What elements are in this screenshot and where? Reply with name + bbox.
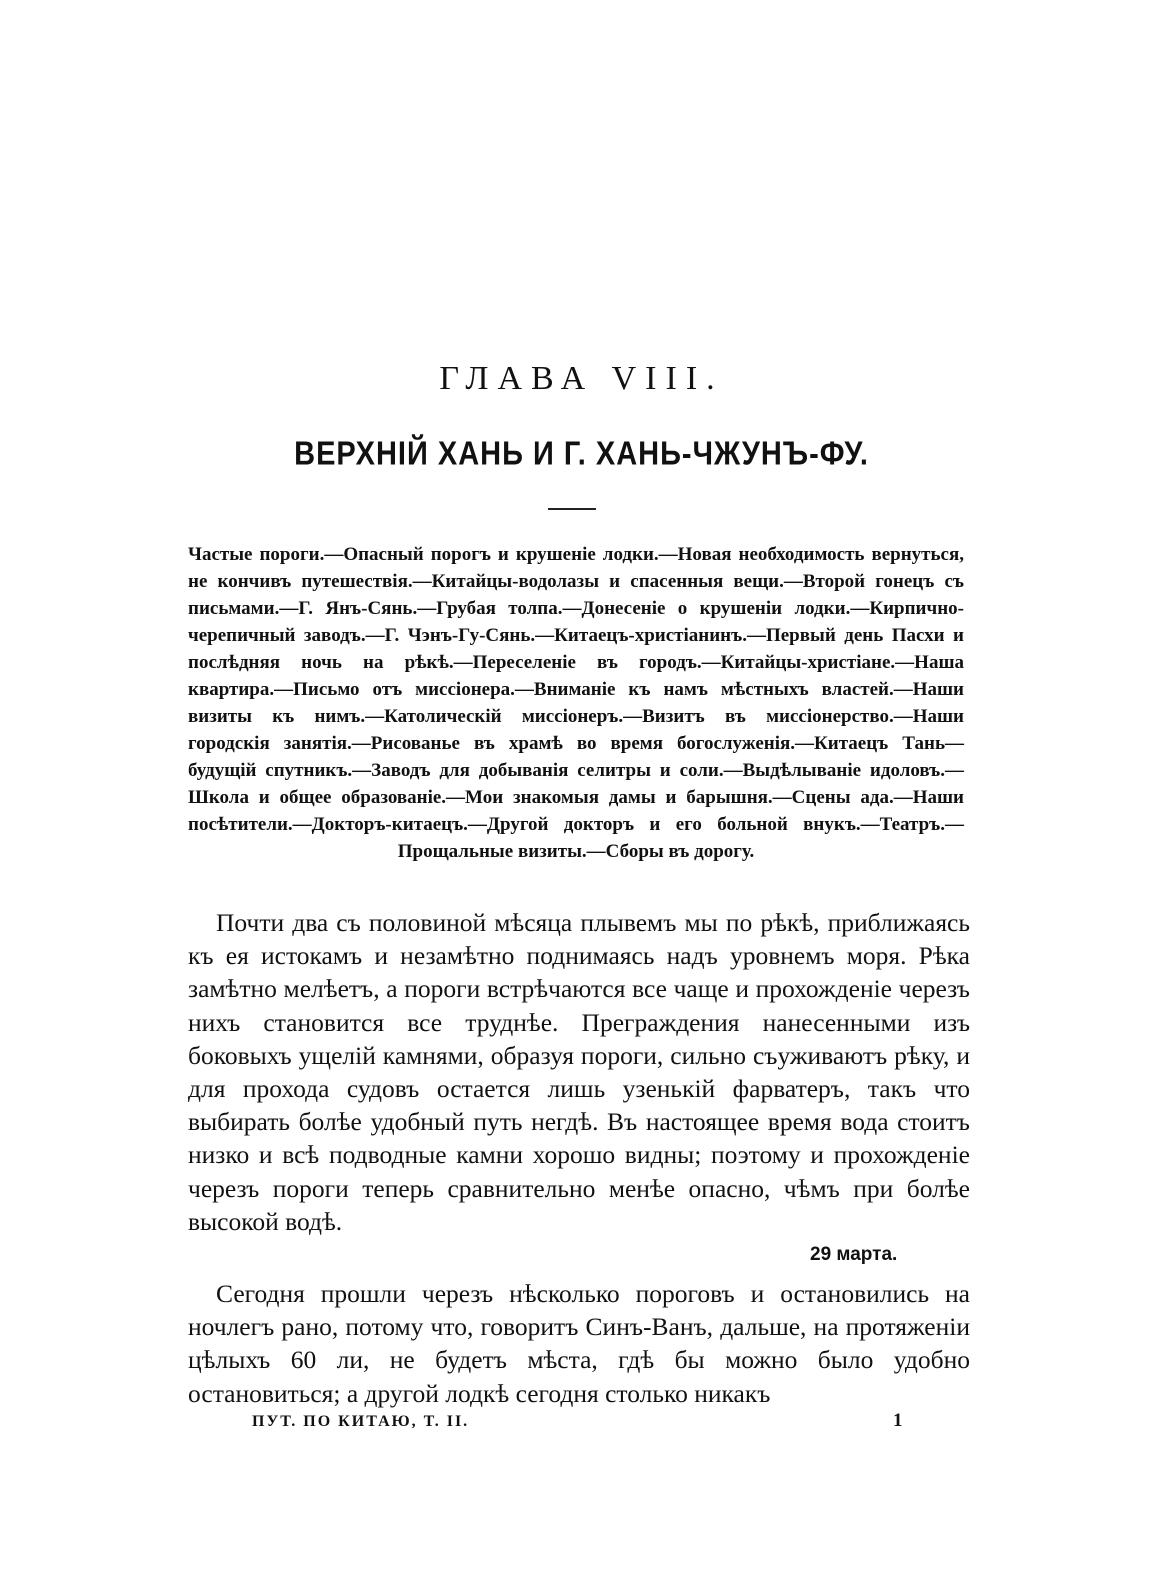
date-heading: 29 марта. <box>810 1244 898 1265</box>
body-paragraph: Сегодня прошли черезъ нѣсколько пороговъ и остановились на ночлегъ рано, потому что, говоритъ Синъ-Ванъ, дальше, на протяженіи цѣлыхъ 60 ли, не будетъ мѣста, гдѣ бы можно было удобно остановиться; а другой лодкѣ сегодня столько никакъ <box>188 1279 970 1408</box>
title-divider <box>548 508 596 510</box>
sheet-number: 1 <box>893 1410 903 1431</box>
signature-mark: ПУТ. ПО КИТАЮ, Т. II. <box>252 1413 470 1430</box>
chapter-summary: Частые пороги.—Опасный порогъ и крушеніе лодки.—Новая необходимость вернуться, не кончивъ путешествія.—Китайцы-водолазы и спасенныя вещи.—Второй гонецъ съ письмами.—Г. Янъ-Сянь.—Грубая толпа.—Донесеніе о крушеніи лодки.—Кирпично-черепичный заводъ.—Г. Чэнъ-Гу-Сянь.—Китаецъ-христіанинъ.—Первый день Пасхи и послѣдняя ночь на рѣкѣ.—Переселеніе въ городъ.—Китайцы-христіане.—Наша квартира.—Письмо отъ миссіонера.—Вниманіе къ намъ мѣстныхъ властей.—Наши визиты къ нимъ.—Католическій миссіонеръ.—Визитъ въ миссіонерство.—Наши городскія занятія.—Рисованье въ храмѣ во время богослуженія.—Китаецъ Тань—будущій спутникъ.—Заводъ для добыванія селитры и соли.—Выдѣлываніе идоловъ.—Школа и общее образованіе.—Мои знакомыя дамы и барышня.—Сцены ада.—Наши посѣтители.—Докторъ-китаецъ.—Другой докторъ и его больной внукъ.—Театръ.—Прощальные визиты.—Сборы въ дорогу. <box>188 544 964 862</box>
body-paragraph: Почти два съ половиной мѣсяца плывемъ мы по рѣкѣ, приближаясь къ ея истокамъ и незамѣтно поднимаясь надъ уровнемъ моря. Рѣка замѣтно мелѣетъ, а пороги встрѣчаются все чаще и прохожденіе черезъ нихъ становится все труднѣе. Преграждения нанесенными изъ боковыхъ ущелій камнями, образуя пороги, сильно съуживаютъ рѣку, и для прохода судовъ остается лишь узенькій фарватеръ, такъ что выбирать болѣе удобный путь негдѣ. Въ настоящее время вода стоитъ низко и всѣ подводные камни хорошо видны; поэтому и прохожденіе черезъ пороги теперь сравнительно менѣе опасно, чѣмъ при болѣе высокой водѣ. <box>188 908 970 1236</box>
chapter-title: ВЕРХНІЙ ХАНЬ И Г. ХАНЬ-ЧЖУНЪ-ФУ. <box>294 435 869 473</box>
chapter-number: ГЛАВА VIII. <box>439 360 724 397</box>
